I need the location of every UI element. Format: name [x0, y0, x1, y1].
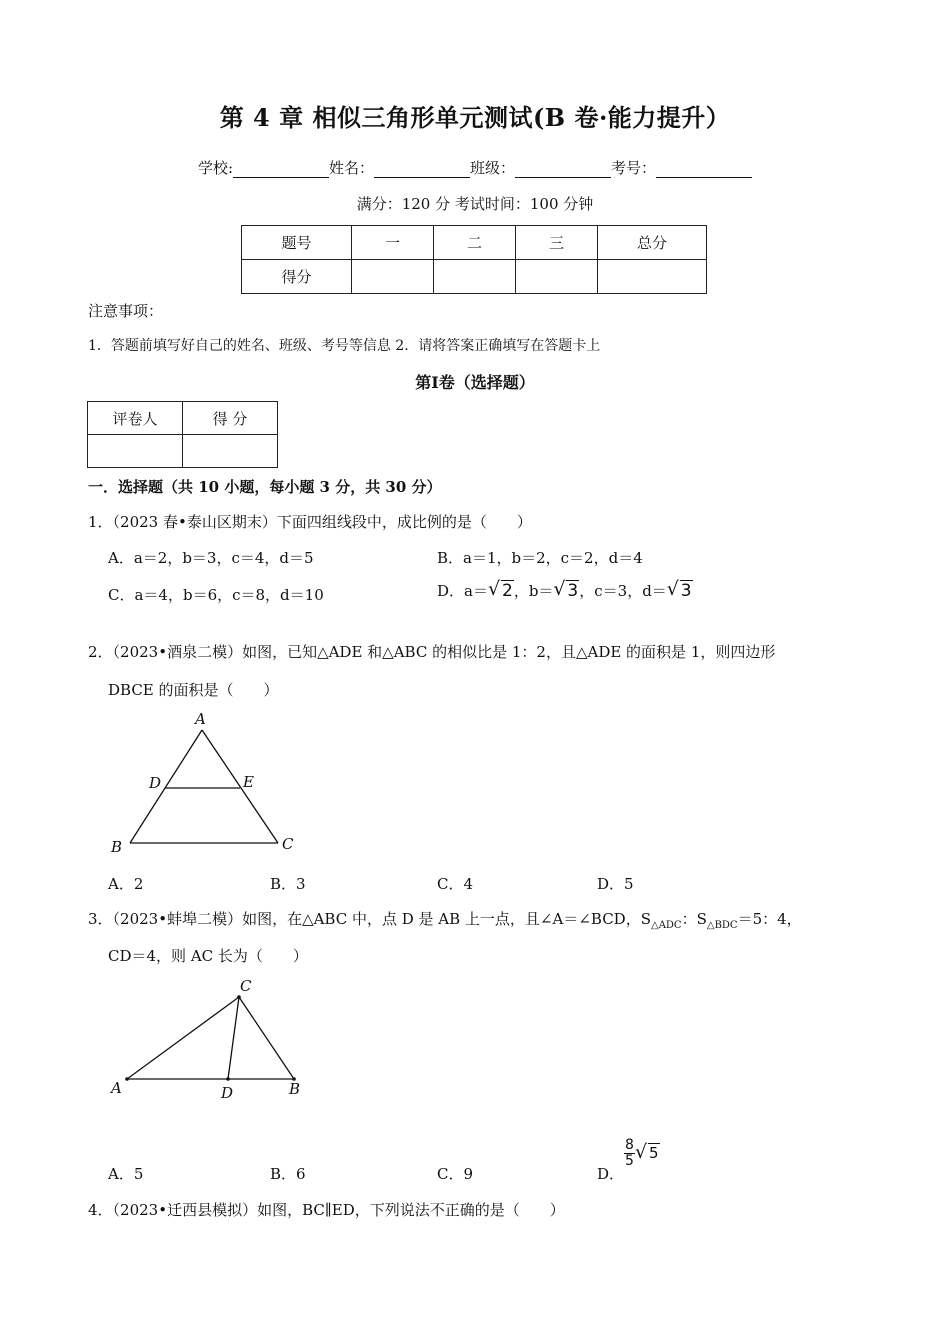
- q4-stem: 4．（2023•迁西县模拟）如图，BC∥ED，下列说法不正确的是（ ）: [88, 1201, 565, 1219]
- q1-option-d-prefix: D．a＝: [437, 582, 488, 600]
- score-time-info: 满分：120 分 考试时间：100 分钟: [356, 195, 594, 213]
- q2-label-b: B: [111, 838, 123, 856]
- score-table-header: 一: [352, 226, 434, 260]
- q2-option-d[interactable]: D．5: [597, 875, 634, 893]
- q3-option-d-denominator: 5: [625, 1153, 634, 1169]
- score-cell[interactable]: [352, 260, 434, 294]
- q3-label-c: C: [240, 977, 252, 995]
- q3-option-c[interactable]: C．9: [437, 1165, 474, 1183]
- q3-point-c: [237, 995, 241, 999]
- class-label: 班级：: [470, 159, 516, 177]
- q2-side-ac: [202, 730, 278, 843]
- q2-stem-line2: DBCE 的面积是（ ）: [108, 681, 279, 699]
- grader-cell[interactable]: [88, 435, 183, 468]
- q1-option-a[interactable]: A．a＝2，b＝3，c＝4，d＝5: [108, 549, 314, 567]
- student-info-line: [0, 157, 950, 178]
- score-row-label: 得分: [242, 260, 352, 294]
- class-blank[interactable]: [515, 161, 611, 178]
- q1-option-d-root2: 3: [567, 581, 579, 601]
- q1-option-d-root1: 2: [501, 581, 513, 601]
- q3-option-d[interactable]: [597, 1138, 660, 1184]
- score-cell[interactable]: [434, 260, 516, 294]
- sqrt-symbol: [667, 581, 693, 601]
- q2-triangle-figure: [100, 708, 310, 858]
- notes-title: 注意事项：: [88, 302, 164, 320]
- sqrt-symbol: [635, 1144, 660, 1162]
- q2-side-ab: [130, 730, 202, 843]
- q3-triangle-figure: [100, 972, 320, 1107]
- section-title: 第Ⅰ卷（选择题）: [415, 373, 535, 392]
- q2-option-a[interactable]: A．2: [108, 875, 144, 893]
- q1-option-d-root3: 3: [680, 581, 692, 601]
- q2-option-b[interactable]: B．3: [270, 875, 306, 893]
- q3-stem-part-c: ＝5：4，: [737, 910, 802, 928]
- q3-stem-part-b: ：S: [681, 910, 707, 928]
- q3-option-d-root: 5: [648, 1144, 659, 1162]
- q1-option-c[interactable]: C．a＝4，b＝6，c＝8，d＝10: [108, 586, 324, 604]
- score-table-header: 总分: [598, 226, 707, 260]
- notes-item: 1．答题前填写好自己的姓名、班级、考号等信息 2．请将答案正确填写在答题卡上: [88, 338, 601, 354]
- q3-point-a: [125, 1077, 129, 1081]
- q2-label-a: A: [195, 710, 206, 728]
- q3-label-d: D: [221, 1084, 234, 1102]
- fraction: [624, 1138, 635, 1169]
- q2-label-c: C: [282, 835, 294, 853]
- q3-sub-bdc: △BDC: [706, 920, 738, 931]
- sqrt-symbol: [553, 581, 579, 601]
- school-blank[interactable]: [233, 161, 329, 178]
- score-table-header: 三: [516, 226, 598, 260]
- q3-option-b[interactable]: B．6: [270, 1165, 306, 1183]
- score-cell[interactable]: [598, 260, 707, 294]
- q3-option-d-numerator: 8: [625, 1137, 634, 1153]
- q2-stem-line1: 2．（2023•酒泉二模）如图，已知△ADE 和△ABC 的相似比是 1：2，且△ADE 的面积是 1，则四边形: [88, 643, 776, 661]
- q2-label-e: E: [243, 773, 254, 791]
- part-title: 一．选择题（共 10 小题，每小题 3 分，共 30 分）: [88, 478, 442, 496]
- q2-label-d: D: [149, 774, 162, 792]
- q3-side-bc: [239, 997, 294, 1079]
- q2-option-c[interactable]: C．4: [437, 875, 474, 893]
- grader-label: 评卷人: [88, 402, 183, 435]
- name-label: 姓名：: [329, 159, 375, 177]
- grader-score-label: 得 分: [183, 402, 278, 435]
- sqrt-symbol: [488, 581, 514, 601]
- q3-side-ac: [127, 997, 239, 1079]
- name-blank[interactable]: [374, 161, 470, 178]
- q3-stem-line2: CD＝4，则 AC 长为（ ）: [108, 947, 308, 965]
- q3-segment-cd: [228, 997, 239, 1079]
- q3-sub-adc: △ADC: [651, 920, 682, 931]
- q1-option-d-mid2: ，c＝3，d＝: [579, 582, 667, 600]
- q1-option-d-mid1: ，b＝: [513, 582, 554, 600]
- page-title: 第 4 章 相似三角形单元测试(B 卷·能力提升）: [219, 103, 731, 132]
- q1-option-d[interactable]: [437, 580, 693, 601]
- grader-table: [87, 401, 278, 468]
- q3-label-b: B: [289, 1080, 301, 1098]
- score-table-header: 题号: [242, 226, 352, 260]
- school-label: 学校:: [197, 159, 233, 177]
- q3-option-d-prefix: D．: [597, 1165, 625, 1183]
- q3-label-a: A: [111, 1079, 122, 1097]
- number-label: 考号：: [611, 159, 657, 177]
- q3-stem-part-a: 3．（2023•蚌埠二模）如图，在△ABC 中，点 D 是 AB 上一点，且∠A＝∠BCD，S: [88, 910, 651, 928]
- score-table-header: 二: [434, 226, 516, 260]
- score-table: [241, 225, 707, 294]
- q1-option-b[interactable]: B．a＝1，b＝2，c＝2，d＝4: [437, 549, 643, 567]
- score-cell[interactable]: [516, 260, 598, 294]
- number-blank[interactable]: [656, 161, 752, 178]
- q3-point-d: [226, 1077, 230, 1081]
- grader-cell[interactable]: [183, 435, 278, 468]
- q1-stem: 1．（2023 春•泰山区期末）下面四组线段中，成比例的是（ ）: [88, 513, 532, 531]
- q3-option-a[interactable]: A．5: [108, 1165, 144, 1183]
- q3-stem-line1: [88, 908, 802, 931]
